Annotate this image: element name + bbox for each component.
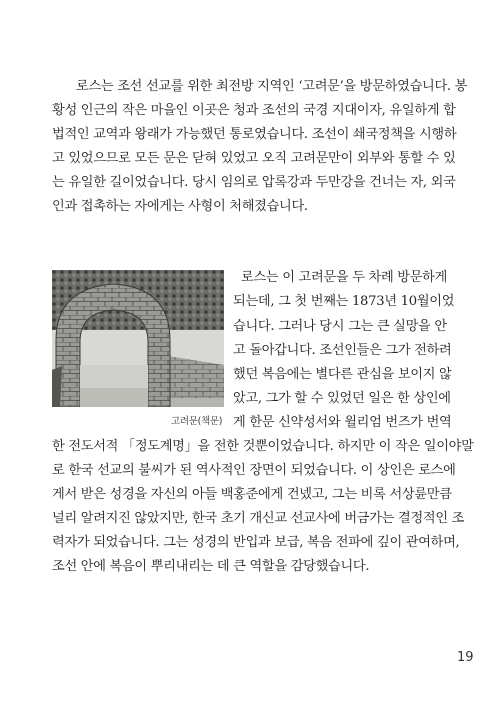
text-line: 되는데, 그 첫 번째는 1873년 10월이었 [233, 294, 455, 309]
text-line: 았고, 그가 할 수 있었던 일은 한 상인에 [233, 391, 451, 406]
text-line: 고 있었으므로 모든 문은 닫혀 있었고 오직 고려문만이 외부와 통할 수 있 [52, 151, 456, 166]
text-line: 로스는 이 고려문을 두 차례 방문하게 [241, 270, 448, 285]
text-line: 법적인 교역과 왕래가 가능했던 통로였습니다. 조선이 쇄국정책을 시행하 [52, 127, 457, 142]
text-line: 력자가 되었습니다. 그는 성경의 반입과 보급, 복음 전파에 깊이 관여하며, [52, 535, 460, 550]
gate-photo [52, 270, 224, 407]
text-line: 조선 안에 복음이 뿌리내리는 데 큰 역할을 감당했습니다. [52, 559, 370, 574]
text-line: 황성 인근의 작은 마을인 이곳은 청과 조선의 국경 지대이자, 유일하게 합 [52, 103, 456, 118]
text-line: 게 한문 신약성서와 윌리엄 번즈가 번역 [233, 415, 452, 430]
text-line: 는 유일한 길이었습니다. 당시 임의로 압록강과 두만강을 건너는 자, 외국 [52, 175, 456, 190]
text-line: 널리 알려지진 않았지만, 한국 초기 개신교 선교사에 버금가는 결정적인 조 [52, 511, 465, 526]
text-line: 했던 복음에는 별다른 관심을 보이지 않 [233, 367, 452, 382]
text-line: 고 돌아갑니다. 조선인들은 그가 전하려 [233, 343, 452, 358]
text-line: 한 전도서적 「정도계명」을 전한 것뿐이었습니다. 하지만 이 작은 일이야말 [52, 439, 474, 454]
text-line: 로 한국 선교의 불씨가 된 역사적인 장면이 되었습니다. 이 상인은 로스에 [52, 463, 456, 478]
page-number: 19 [457, 650, 474, 665]
text-line: 인과 접촉하는 자에게는 사형이 처해졌습니다. [52, 199, 308, 214]
text-line: 습니다. 그러나 당시 그는 큰 실망을 안 [233, 319, 447, 334]
text-line: 게서 받은 성경을 자신의 아들 백홍준에게 건넸고, 그는 비록 서상륜만큼 [52, 487, 452, 502]
photo-caption: 고려문(책문) [171, 416, 223, 427]
text-line: 로스는 조선 선교를 위한 최전방 지역인 ‘고려문’을 방문하였습니다. 봉 [76, 79, 468, 94]
